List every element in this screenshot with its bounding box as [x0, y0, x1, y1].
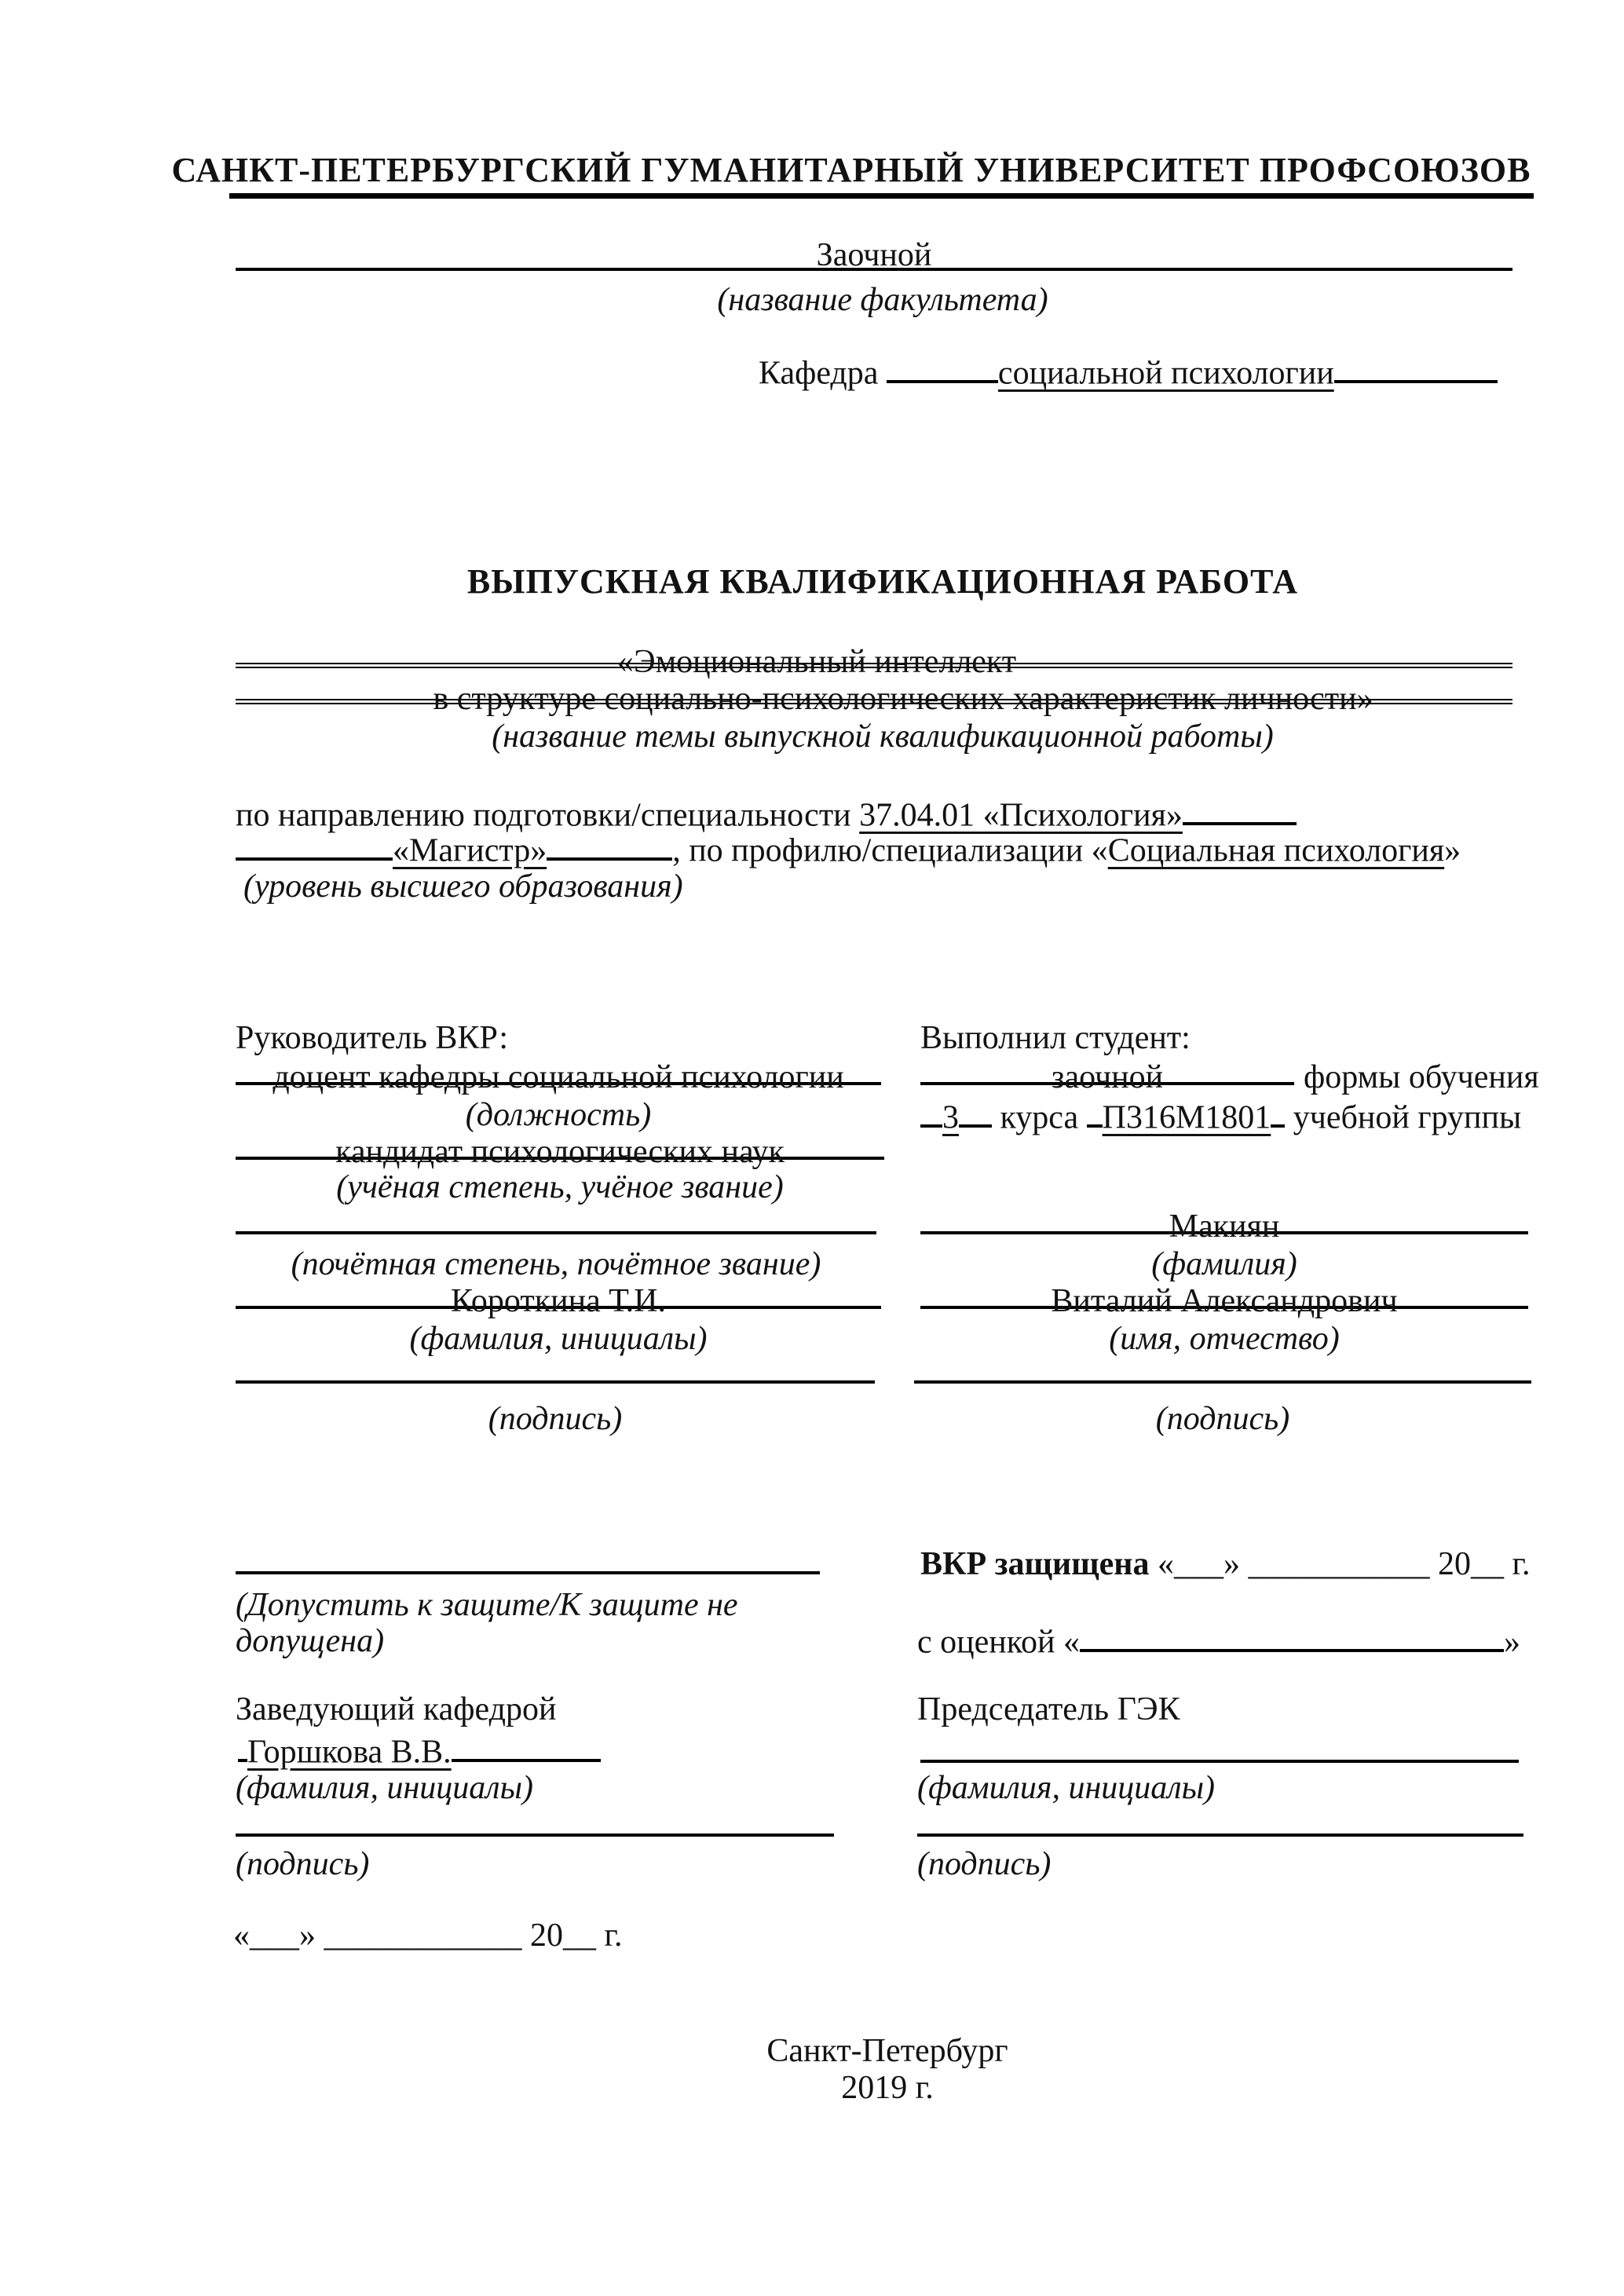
student-name-caption: (имя, отчество)	[1109, 1321, 1340, 1357]
supervisor-degree-caption: (учёная степень, учёное звание)	[336, 1169, 784, 1205]
student-signature-caption: (подпись)	[1155, 1401, 1290, 1437]
grade-row	[917, 1622, 1520, 1660]
course-word: курса	[1000, 1099, 1079, 1136]
faculty-caption: (название факультета)	[717, 282, 1048, 318]
faculty-value: Заочной	[816, 237, 932, 273]
department-label: Кафедра	[759, 355, 879, 392]
student-form-suffix: формы обучения	[1304, 1059, 1539, 1095]
group-fill-left	[1087, 1098, 1103, 1128]
course-value: 3	[942, 1099, 959, 1136]
specialty-value: 37.04.01 «Психология»	[859, 797, 1183, 834]
profile-value: Социальная психология	[1107, 832, 1445, 869]
group-fill-right	[1271, 1098, 1285, 1128]
head-name: Горшкова В.В.	[247, 1734, 452, 1771]
work-title: ВЫПУСКНАЯ КВАЛИФИКАЦИОННАЯ РАБОТА	[466, 562, 1299, 601]
head-name-fill-right	[452, 1732, 601, 1762]
defended-rest: «___» ___________ 20__ г.	[1157, 1546, 1531, 1582]
course-fill-right	[959, 1098, 992, 1128]
admission-caption-line1: (Допустить к защите/К защите не	[236, 1587, 738, 1623]
group-value: П316М1801	[1102, 1099, 1271, 1136]
head-signature-caption: (подпись)	[236, 1846, 370, 1882]
specialty-prefix: по направлению подготовки/специальности	[236, 797, 851, 834]
head-title: Заведующий кафедрой	[236, 1691, 557, 1727]
header-rule	[229, 193, 1534, 199]
theme-caption: (название темы выпускной квалификационной работы)	[492, 718, 1274, 755]
level-profile-row	[236, 831, 1461, 868]
grade-fill	[1080, 1622, 1504, 1652]
supervisor-signature-line	[236, 1380, 875, 1384]
chairman-signature-caption: (подпись)	[917, 1846, 1052, 1882]
chairman-title: Председатель ГЭК	[917, 1691, 1180, 1727]
chairman-signature-line	[917, 1834, 1523, 1837]
department-fill-right	[1334, 353, 1498, 383]
student-surname-caption: (фамилия)	[1151, 1246, 1297, 1282]
course-fill-left	[920, 1098, 942, 1128]
specialty-fill	[1183, 795, 1297, 825]
supervisor-name: Короткина Т.И.	[450, 1283, 666, 1319]
chairman-name-caption: (фамилия, инициалы)	[917, 1770, 1216, 1806]
admission-date-line: «___» ____________ 20__ г.	[233, 1918, 623, 1954]
head-name-caption: (фамилия, инициалы)	[236, 1770, 534, 1806]
defended-row	[920, 1547, 1530, 1582]
profile-suffix: »	[1444, 832, 1461, 869]
supervisor-position: доцент кафедры социальной психологии	[272, 1059, 844, 1095]
footer-year: 2019 г.	[841, 2070, 934, 2106]
grade-prefix: с оценкой «	[917, 1624, 1080, 1661]
supervisor-name-caption: (фамилия, инициалы)	[409, 1321, 708, 1357]
supervisor-position-caption: (должность)	[465, 1097, 652, 1133]
student-surname: Макиян	[1169, 1208, 1280, 1245]
defended-label: ВКР защищена	[920, 1546, 1150, 1582]
supervisor-signature-caption: (подпись)	[488, 1401, 623, 1437]
supervisor-honorary-line	[236, 1231, 876, 1234]
department-value: социальной психологии	[997, 355, 1334, 392]
department-fill-left	[887, 353, 998, 383]
footer-city: Санкт-Петербург	[766, 2033, 1008, 2069]
chairman-name-line	[920, 1760, 1519, 1763]
group-suffix: учебной группы	[1293, 1099, 1522, 1136]
admission-line	[236, 1571, 820, 1574]
supervisor-degree: кандидат психологических наук	[335, 1134, 785, 1170]
department-row	[759, 353, 1498, 391]
theme-line-1: «Эмоциональный интеллект	[616, 644, 1017, 680]
specialty-row	[236, 795, 1297, 833]
admission-caption-line2: допущена)	[236, 1623, 385, 1659]
level-caption: (уровень высшего образования)	[243, 868, 683, 905]
profile-prefix: , по профилю/специализации «	[672, 832, 1108, 869]
head-signature-line	[236, 1834, 834, 1837]
head-name-row	[238, 1732, 601, 1770]
level-fill-left	[236, 831, 393, 861]
student-signature-line	[914, 1380, 1531, 1384]
grade-suffix: »	[1504, 1624, 1520, 1661]
student-name: Виталий Александрович	[1051, 1283, 1398, 1319]
student-course-row	[920, 1098, 1521, 1135]
student-form-value: заочной	[1051, 1059, 1164, 1095]
level-value: «Магистр»	[393, 832, 547, 869]
supervisor-header: Руководитель ВКР:	[236, 1020, 509, 1056]
head-name-fill-left	[238, 1732, 247, 1762]
level-fill-right	[547, 831, 672, 861]
supervisor-honorary-caption: (почётная степень, почётное звание)	[291, 1246, 821, 1282]
theme-line-2: в структуре социально-психологических характеристик личности»	[433, 681, 1373, 717]
university-title: САНКТ-ПЕТЕРБУРГСКИЙ ГУМАНИТАРНЫЙ УНИВЕРСИТЕТ ПРОФСОЮЗОВ	[171, 151, 1531, 189]
student-header: Выполнил студент:	[920, 1020, 1191, 1056]
